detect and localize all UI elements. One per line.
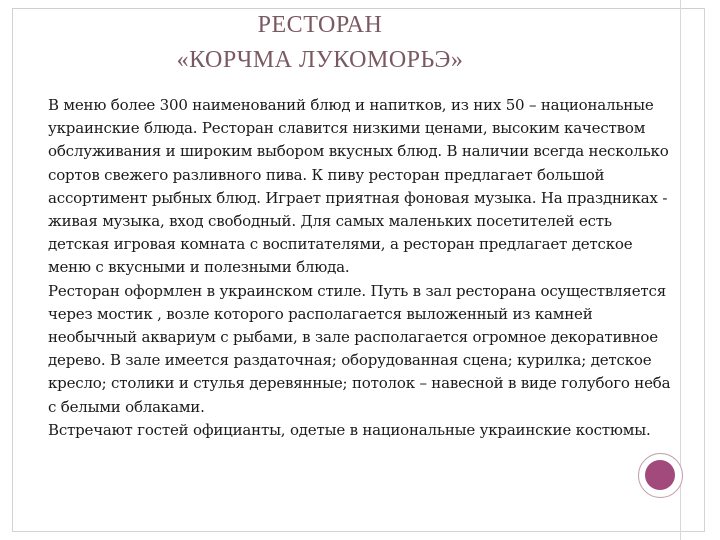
title-line-2: «КОРЧМА ЛУКОМОРЬЭ» <box>176 47 464 73</box>
paragraph-interior: Ресторан оформлен в украинском стиле. Путь в зал ресторана осуществляется через мостик , возле которого располагается выложенный из камней необычный аквариум с рыбами, в зале располагается огромное декоративное дерево. В зале имеется раздаточная; оборудованная сцена; курилка; детское кресло; столики и стулья деревянные; потолок – навесной в виде голубого неба с белыми облаками. <box>48 281 671 416</box>
paragraph-menu: В меню более 300 наименований блюд и напитков, из них 50 – национальные украинские блюда. Ресторан славится низкими ценами, высоким качеством обслуживания и широким выбором вкусных блюд. В наличии всегда несколько сортов свежего разливного пива. К пиву ресторан предлагает большой ассортимент рыбных блюд. Играет приятная фоновая музыка. На праздниках - живая музыка, вход свободный. Для самых маленьких посетителей есть детская игровая комната с воспитателями, а ресторан предлагает детское меню с вкусными и полезными блюда. <box>48 96 669 277</box>
title-line-1: РЕСТОРАН <box>257 12 383 38</box>
slide-title <box>130 8 510 78</box>
right-divider <box>680 0 681 540</box>
paragraph-waiters: Встречают гостей официанты, одетые в национальные украинские костюмы. <box>48 420 651 439</box>
corner-dot-decoration <box>645 460 675 490</box>
slide-body <box>48 94 673 442</box>
